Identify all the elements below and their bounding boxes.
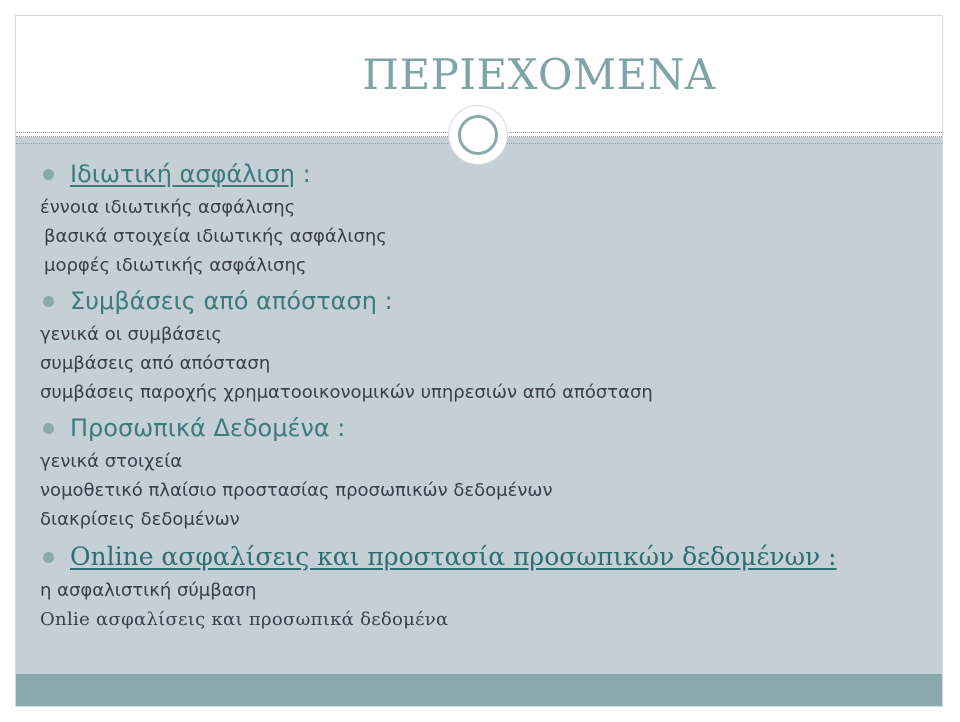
list-item: μορφές ιδιωτικής ασφάλισης [44,255,307,276]
list-item: γενικά οι συμβάσεις [40,324,222,345]
list-item: διακρίσεις δεδομένων [40,509,240,530]
section-heading-distance-contracts: Συμβάσεις από απόσταση : [40,282,910,320]
section-heading-online-insurance: Online ασφαλίσεις και προστασία προσωπικών δεδομένων : [40,538,910,576]
bottom-band [16,674,942,706]
section-heading-personal-data: Προσωπικά Δεδομένα : [40,409,910,447]
list-item: η ασφαλιστική σύμβαση [40,580,257,601]
slide-content [40,155,910,634]
list-item: γενικά στοιχεία [40,451,183,472]
list-item: νομοθετικό πλαίσιο προστασίας προσωπικών δεδομένων [40,480,553,501]
decorative-ring-icon [458,115,498,155]
list-item: έννοια ιδιωτικής ασφάλισης [40,197,296,218]
list-item: βασικά στοιχεία ιδιωτικής ασφάλισης [44,226,387,247]
list-item: Onlie ασφαλίσεις και προσωπικά δεδομένα [40,609,449,630]
list-item: συμβάσεις από απόσταση [40,353,271,374]
slide-title: ΠΕΡΙΕΧΟΜΕΝΑ [362,50,716,99]
list-item: συμβάσεις παροχής χρηματοοικονομικών υπηρεσιών από απόσταση [40,382,653,403]
section-heading-private-insurance: Ιδιωτική ασφάλιση : [40,155,910,193]
